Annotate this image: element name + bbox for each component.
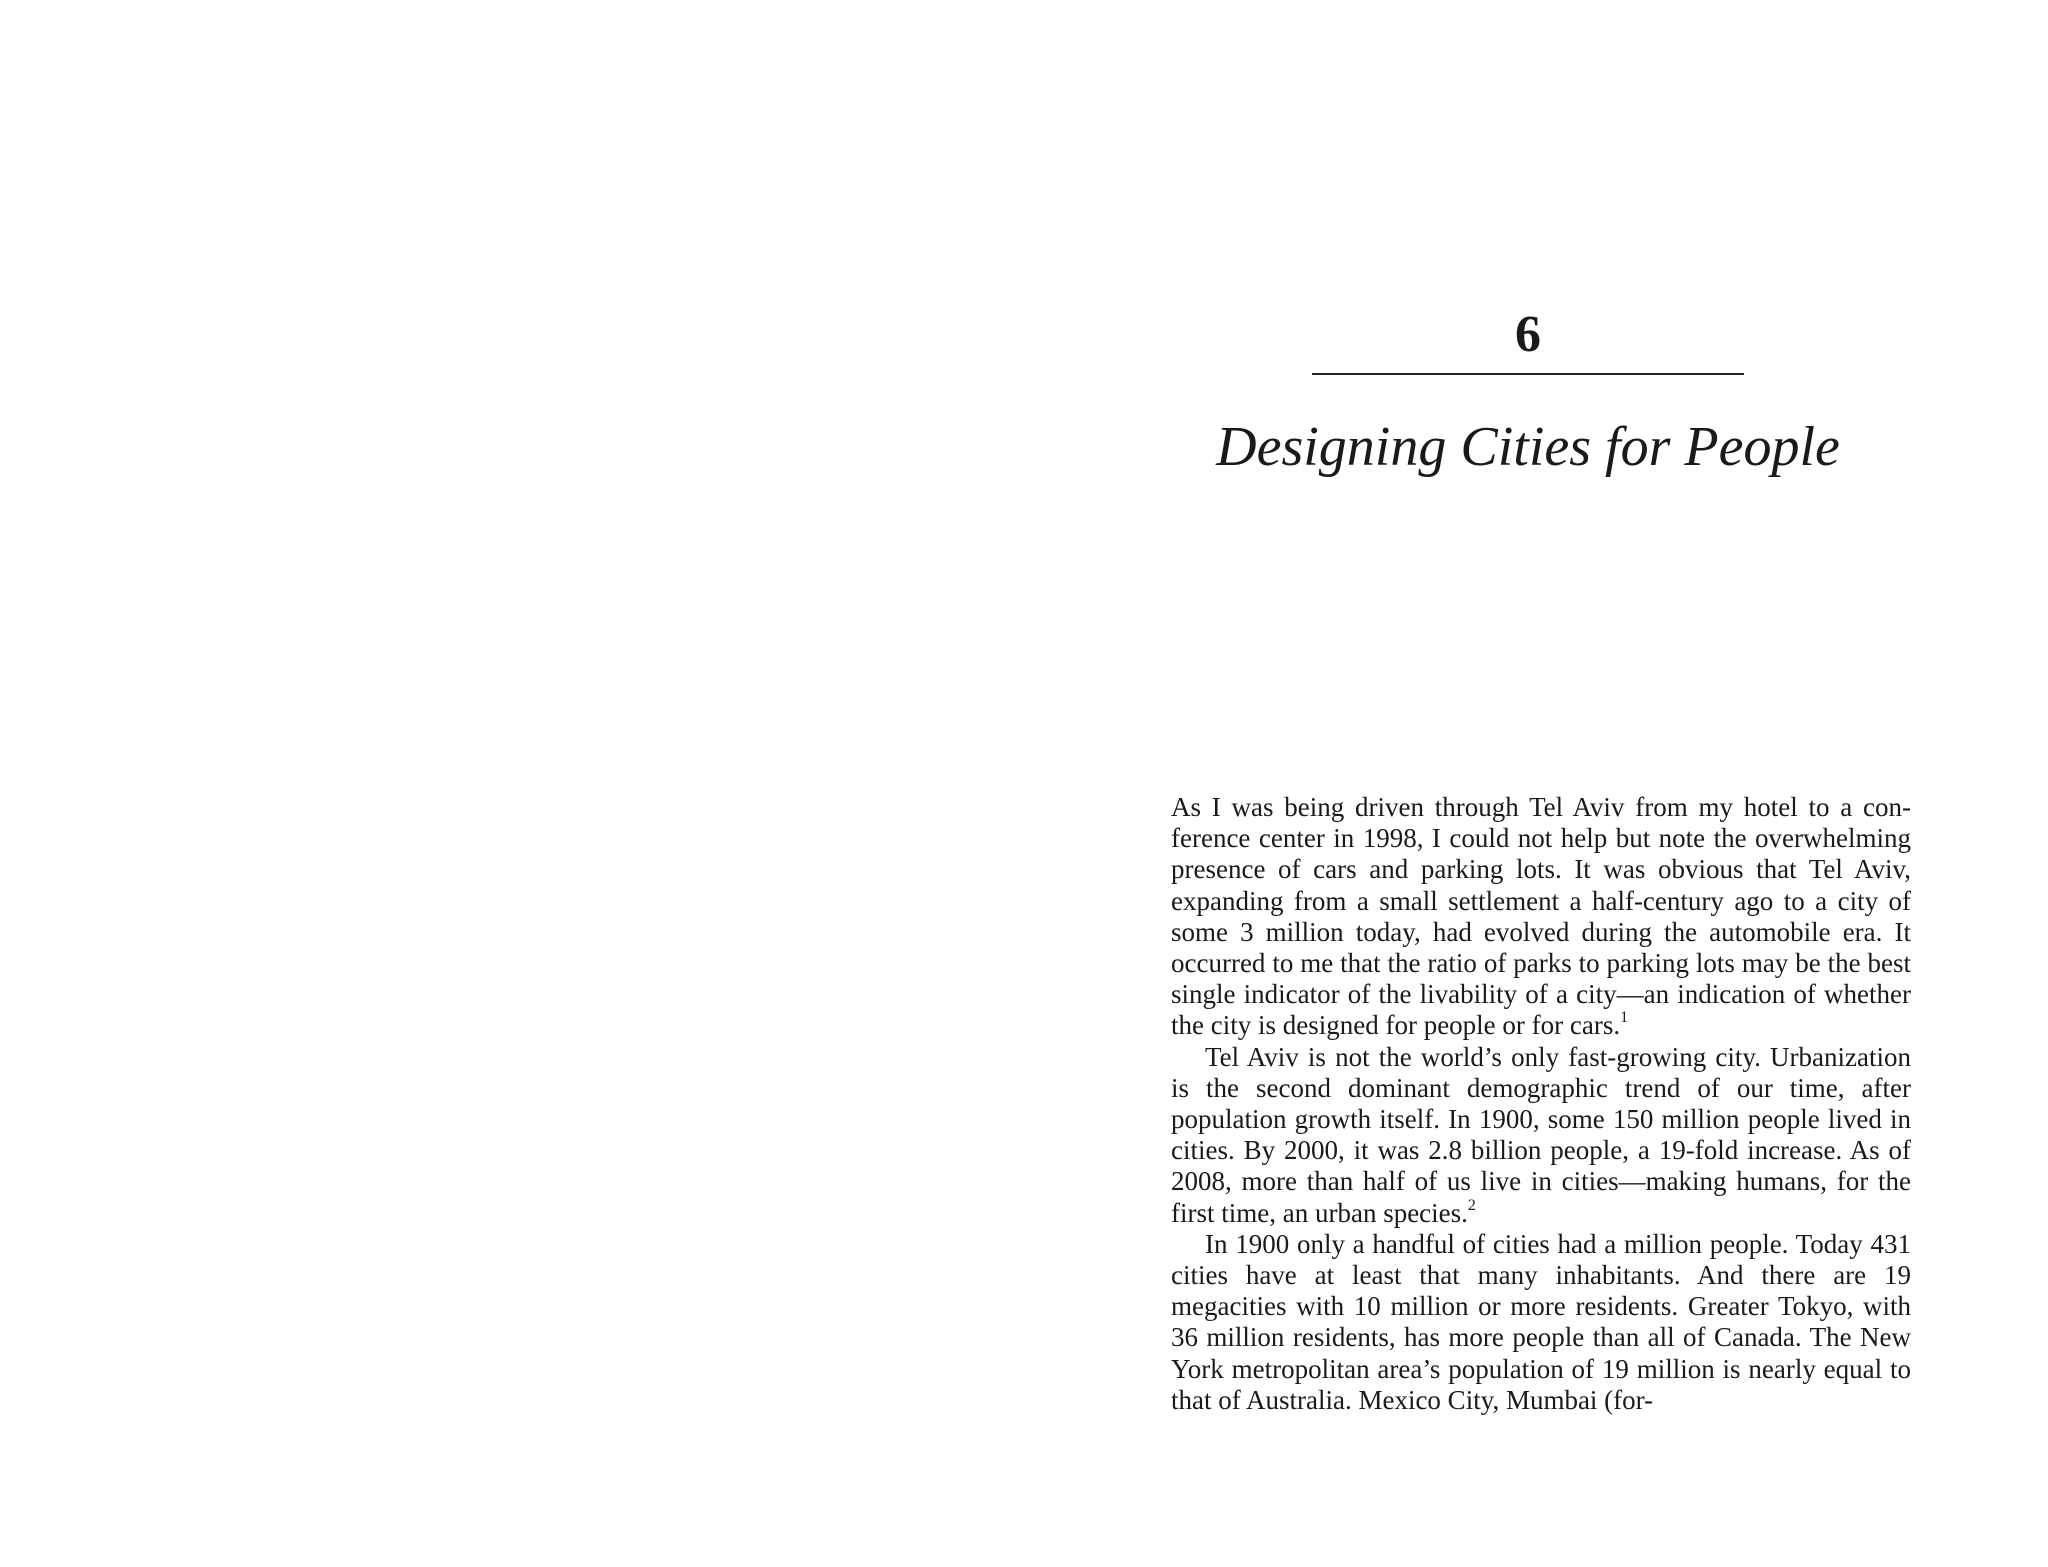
chapter-title: Designing Cities for People xyxy=(1216,416,1840,478)
paragraph-3-text: In 1900 only a handful of cities had a million people. Today 431 cities have at least that many inhabitants. And there are 19 megacities with 10 million or more residents. Greater Tokyo, with 36 million residents, has more people than all of Canada. The New York metropolitan area’s population of 19 million is nearly equal to that of Australia. Mexico City, Mumbai (for- xyxy=(1171,1228,1911,1415)
right-page xyxy=(1024,0,2048,1567)
paragraph-1-text: As I was being driven through Tel Aviv from my hotel to a conference center in 1998, I could not help but note the overwhelming presence of cars and parking lots. It was obvious that Tel Aviv, expanding from a small settlement a half-century ago to a city of some 3 million today, had evolved during the automobile era. It occurred to me that the ratio of parks to parking lots may be the best single indicator of the livability of a city—an indication of whether the city is designed for people or for cars. xyxy=(1171,792,1911,1041)
paragraph-1 xyxy=(1171,792,1911,1042)
chapter-body-text xyxy=(1171,792,1911,1416)
footnote-marker-1[interactable]: 1 xyxy=(1620,1009,1629,1027)
paragraph-2 xyxy=(1171,1042,1911,1229)
paragraph-3 xyxy=(1171,1229,1911,1416)
paragraph-2-text: Tel Aviv is not the world’s only fast-growing city. Urbanization is the second dominant demographic trend of our time, after population growth itself. In 1900, some 150 million people lived in cities. By 2000, it was 2.8 billion people, a 19-fold increase. As of 2008, more than half of us live in cities—making humans, for the first time, an urban species. xyxy=(1171,1041,1911,1228)
footnote-marker-2[interactable]: 2 xyxy=(1467,1196,1476,1214)
chapter-number: 6 xyxy=(1515,306,1541,363)
chapter-rule-divider xyxy=(1312,373,1744,375)
